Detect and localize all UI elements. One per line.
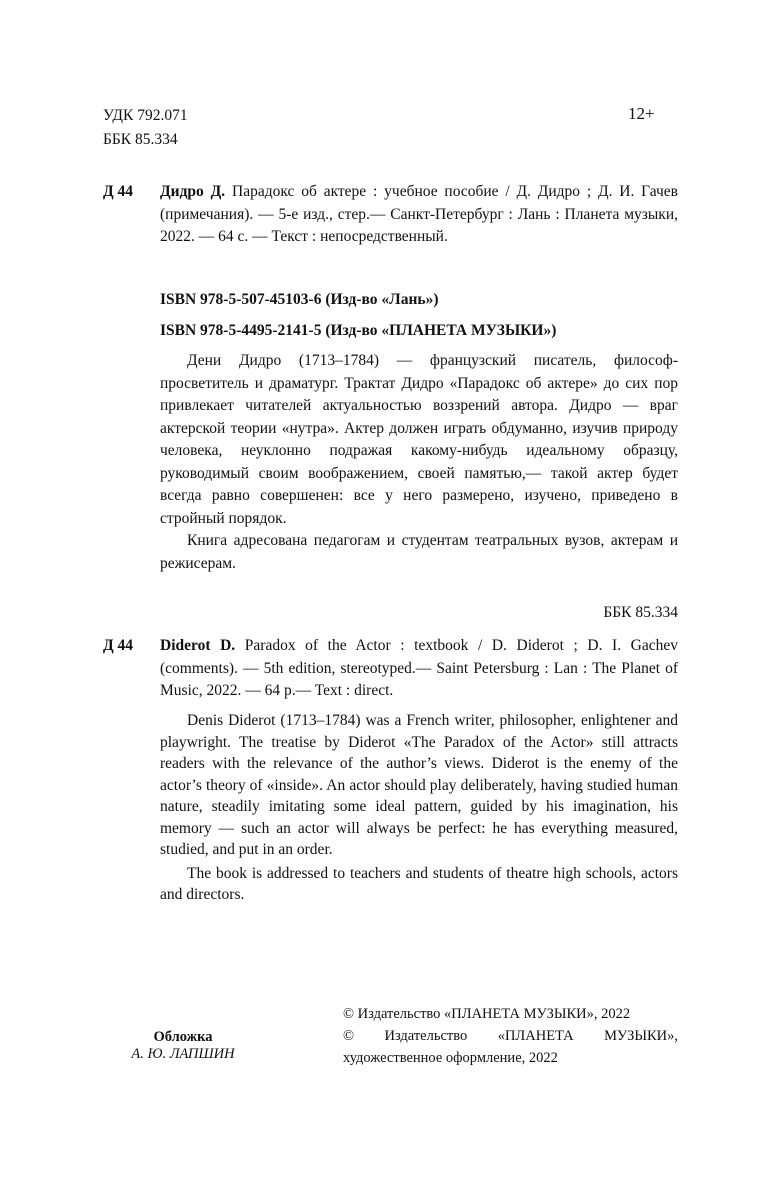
bbk-code: ББК 85.334 bbox=[103, 131, 178, 148]
author-name-en: Diderot D. bbox=[160, 637, 236, 654]
abstract-ru bbox=[160, 350, 678, 575]
bibliographic-description-en: Paradox of the Actor : textbook / D. Diderot ; D. I. Gachev (comments). — 5th edition, stereotyped.— Saint Petersburg : Lan : The Planet of Music, 2022. — 64 p.— Text : direct. bbox=[160, 637, 678, 699]
age-rating: 12+ bbox=[628, 104, 655, 123]
bibliographic-description-ru: Парадокс об актере : учебное пособие / Д. Дидро ; Д. И. Гачев (примечания). — 5-е изд., стер.— Санкт-Петербург : Лань : Планета музыки, 2022. — 64 с. — Текст : непосредственный. bbox=[160, 183, 678, 245]
abstract-en bbox=[160, 710, 678, 906]
abstract-en-paragraph-2: The book is addressed to teachers and students of theatre high schools, actors and directors. bbox=[160, 864, 678, 903]
isbn-lan: ISBN 978-5-507-45103-6 (Изд-во «Лань») bbox=[160, 291, 439, 308]
author-code-en: Д 44 bbox=[103, 637, 134, 654]
abstract-ru-paragraph-2: Книга адресована педагогам и студентам театральных вузов, актерам и режисерам. bbox=[160, 532, 678, 572]
isbn-planet-music: ISBN 978-5-4495-2141-5 (Изд-во «ПЛАНЕТА МУЗЫКИ») bbox=[160, 322, 557, 339]
abstract-en-paragraph-1: Denis Diderot (1713–1784) was a French writer, philosopher, enlightener and playwright. The treatise by Diderot «The Paradox of the Actor» still attracts readers with the relevance of the author’s views. Diderot is the enemy of the actor’s theory of «inside». An actor should play deliberately, having studied human nature, steadily imitating some ideal pattern, guided by his imagination, his memory — such an actor will always be perfect: he has everything measured, studied, and put in an order. bbox=[160, 712, 678, 858]
bibliographic-entry-en bbox=[160, 635, 678, 703]
abstract-ru-paragraph-1: Дени Дидро (1713–1784) — французский писатель, философ-просветитель и драматург. Трактат Дидро «Парадокс об актере» до сих пор привлекает читателей актуальностью воззрений автора. Дидро — враг актерской теории «нутра». Актер должен играть обдуманно, изучив природу человека, неуклонно подражая какому-нибудь идеальному образцу, руководимый своим воображением, своей памятью,— такой актер будет всегда равно совершенен: все у него размерено, изучено, приведено в стройный порядок. bbox=[160, 352, 678, 527]
copyright-block bbox=[343, 1003, 678, 1069]
copyright-line-2: © Издательство «ПЛАНЕТА МУЗЫКИ», художественное оформление, 2022 bbox=[343, 1028, 678, 1066]
cover-label: Обложка bbox=[153, 1029, 213, 1045]
bbk-code-bottom: ББК 85.334 bbox=[603, 604, 678, 621]
cover-credit bbox=[103, 1029, 263, 1063]
classification-codes bbox=[103, 104, 188, 152]
copyright-line-1: © Издательство «ПЛАНЕТА МУЗЫКИ», 2022 bbox=[343, 1006, 631, 1022]
author-name-ru: Дидро Д. bbox=[160, 183, 226, 200]
cover-artist: А. Ю. ЛАПШИН bbox=[131, 1046, 235, 1062]
author-code-ru: Д 44 bbox=[103, 183, 134, 200]
bibliographic-entry-ru bbox=[160, 181, 678, 249]
udk-code: УДК 792.071 bbox=[103, 107, 188, 124]
